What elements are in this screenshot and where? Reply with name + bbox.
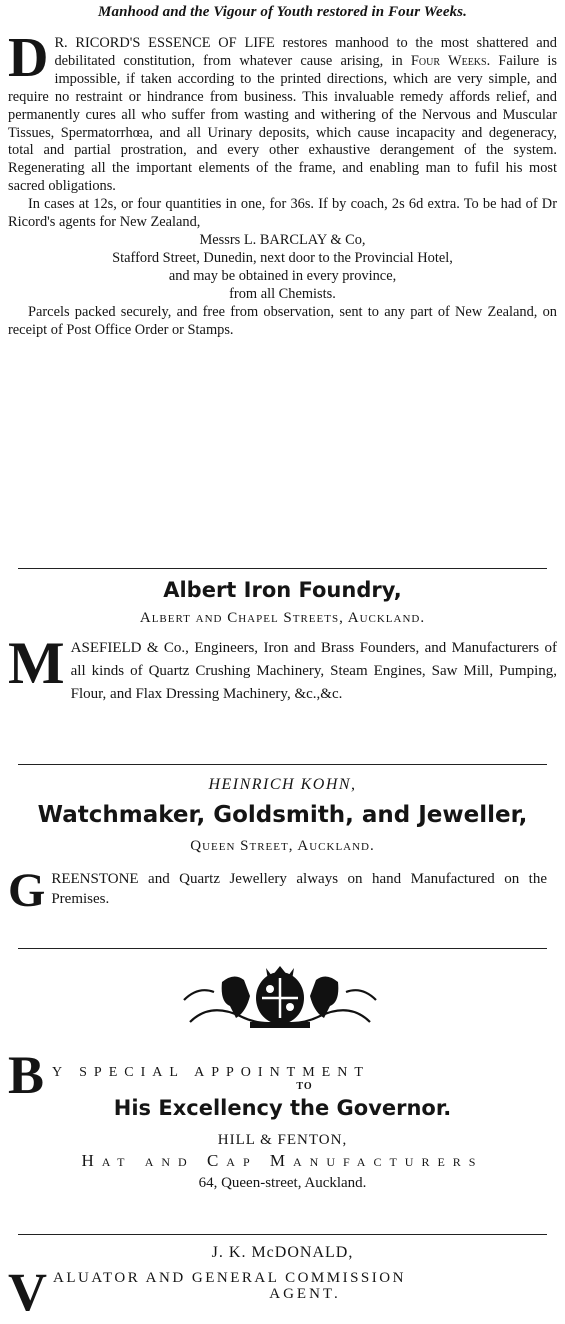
ricord-agent-name: Messrs L. BARCLAY & Co,	[199, 231, 366, 248]
mcdonald-line2: AGENT.	[269, 1286, 341, 1302]
foundry-text: ASEFIELD & Co., Engineers, Iron and Brass Founders, and Manufacturers of all kinds of Quartz Crushing Machinery, Steam Engines, Saw Mill, Pumping, Flour, and Flax Dressing Machinery, &c.,&c.	[70, 640, 557, 702]
hill-trade: Hat and Cap Manufacturers	[81, 1151, 484, 1170]
mcdonald-advertisement	[8, 1244, 557, 1322]
mcdonald-title: ALUATOR AND GENERAL COMMISSION	[53, 1270, 406, 1286]
kohn-body	[8, 864, 557, 917]
hill-governor: His Excellency the Governor.	[113, 1096, 452, 1120]
kohn-dropcap: G	[8, 864, 46, 917]
ricord-obtain: and may be obtained in every province,	[168, 267, 397, 284]
ricord-paragraph-1	[8, 27, 557, 196]
divider-rule	[18, 764, 547, 765]
hill-fenton-advertisement	[8, 1045, 557, 1192]
hill-appointment: Y SPECIAL APPOINTMENT	[52, 1065, 370, 1080]
kohn-trade: Watchmaker, Goldsmith, and Jeweller,	[37, 802, 528, 828]
foundry-body	[8, 630, 557, 706]
ricord-para1-smallcaps: Four Weeks.	[410, 52, 491, 69]
foundry-location: Albert and Chapel Streets, Auckland.	[139, 610, 426, 626]
ricord-advertisement	[8, 4, 557, 339]
ricord-dropcap: D	[8, 27, 49, 89]
kohn-location: Queen Street, Auckland.	[190, 838, 375, 854]
kohn-name: HEINRICH KOHN,	[208, 776, 357, 793]
ricord-body	[8, 27, 557, 339]
hill-address: 64, Queen-street, Auckland.	[198, 1175, 367, 1191]
royal-coat-of-arms-icon	[180, 962, 380, 1038]
hill-dropcap: B	[8, 1045, 45, 1105]
hill-firm: HILL & FENTON,	[217, 1132, 348, 1148]
ricord-parcels: Parcels packed securely, and free from observation, sent to any part of New Zealand, on receipt of Post Office Order or Stamps.	[8, 303, 557, 338]
ricord-address: Stafford Street, Dunedin, next door to the Provincial Hotel,	[112, 249, 453, 266]
ricord-chemists: from all Chemists.	[229, 285, 336, 302]
ricord-para1-rest: Failure is impossible, if taken according to the printed directions, which are very simple, and require no restraint or hindrance from business. This invaluable remedy affords relief, and permanently cures all who suffer from wasting and withering of the Nervous and Muscular Tissues, Spermatorrhœa, and all Urinary deposits, which cause incapacity and degeneracy, total and partial prostration, and every other exhaustive derangement of the system. Regenerating all the important elements of the frame, and enabling man to fufil his most sacred obligations.	[8, 52, 557, 195]
kohn-advertisement	[8, 776, 557, 917]
foundry-title: Albert Iron Foundry,	[163, 578, 402, 602]
hill-to: TO	[296, 1081, 313, 1092]
mcdonald-name: J. K. McDONALD,	[211, 1244, 354, 1261]
foundry-dropcap: M	[8, 630, 65, 696]
divider-rule	[18, 568, 547, 569]
mcdonald-dropcap: V	[8, 1262, 47, 1322]
ricord-paragraph-2: In cases at 12s, or four quantities in one, for 36s. If by coach, 2s 6d extra. To be had of Dr Ricord's agents for New Zealand,	[8, 196, 557, 231]
ricord-para1-lead: R. RICORD'S ESSENCE OF LIFE restores manhood to the most shattered and debilitated constitution, from whatever cause arising, in	[54, 35, 557, 69]
divider-rule	[18, 948, 547, 949]
ricord-agent	[8, 232, 557, 250]
kohn-text: REENSTONE and Quartz Jewellery always on hand Manufactured on the Premises.	[51, 871, 547, 907]
divider-rule	[18, 1234, 547, 1235]
ricord-headline: Manhood and the Vigour of Youth restored in Four Weeks.	[98, 4, 467, 20]
foundry-advertisement	[8, 578, 557, 706]
